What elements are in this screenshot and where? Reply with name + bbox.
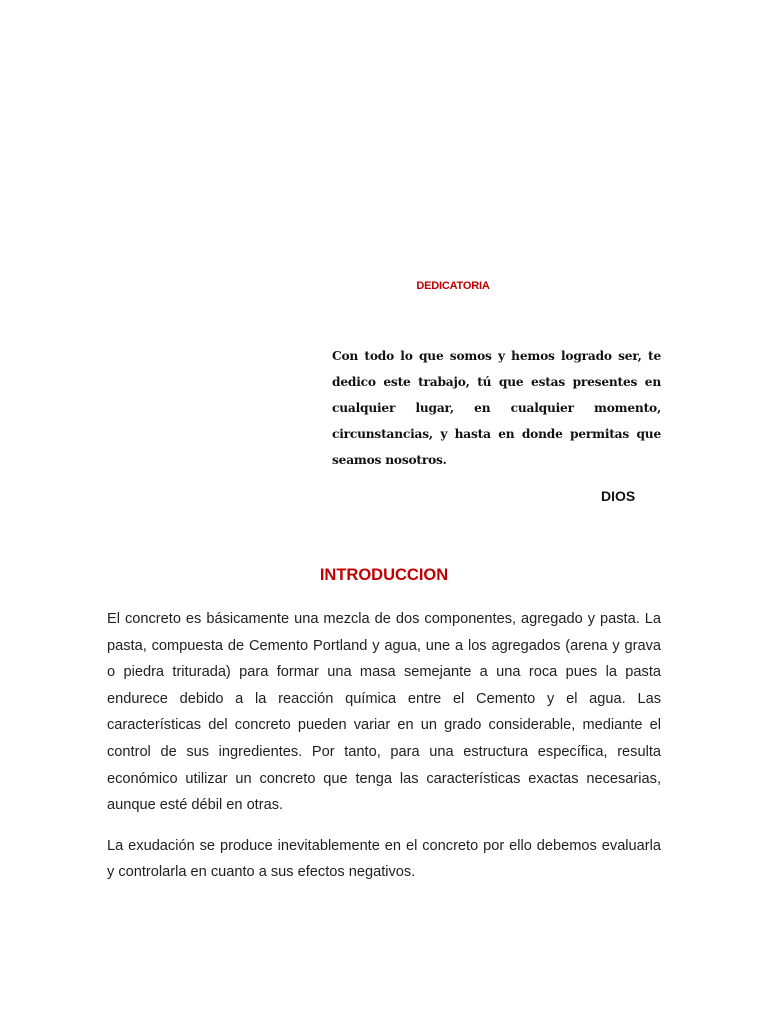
introduction-paragraph: La exudación se produce inevitablemente en el concreto por ello debemos evaluarla y controlarla en cuanto a sus efectos negativos. [107, 837, 661, 881]
introduction-body [107, 606, 661, 900]
dedication-title: DEDICATORIA [416, 280, 490, 292]
introduction-paragraph: El concreto es básicamente una mezcla de dos componentes, agregado y pasta. La pasta, compuesta de Cemento Portland y agua, une a los agregados (arena y grava o piedra triturada) para formar una masa semejante a una roca pues la pasta endurece debido a la reacción química entre el Cemento y el agua. Las características del concreto pueden variar en un grado considerable, mediante el control de sus ingredientes. Por tanto, para una estructura específica, resulta económico utilizar un concreto que tenga las características exactas necesarias, aunque esté débil en otras. [107, 611, 661, 814]
introduction-title: INTRODUCCION [319, 566, 449, 584]
dedication-text: Con todo lo que somos y hemos logrado ser, te dedico este trabajo, tú que estas presentes en cualquier lugar, en cualquier momento, circunstancias, y hasta en donde permitas que seamos nosotros. [332, 349, 661, 467]
dedication-signature: DIOS [601, 488, 636, 504]
